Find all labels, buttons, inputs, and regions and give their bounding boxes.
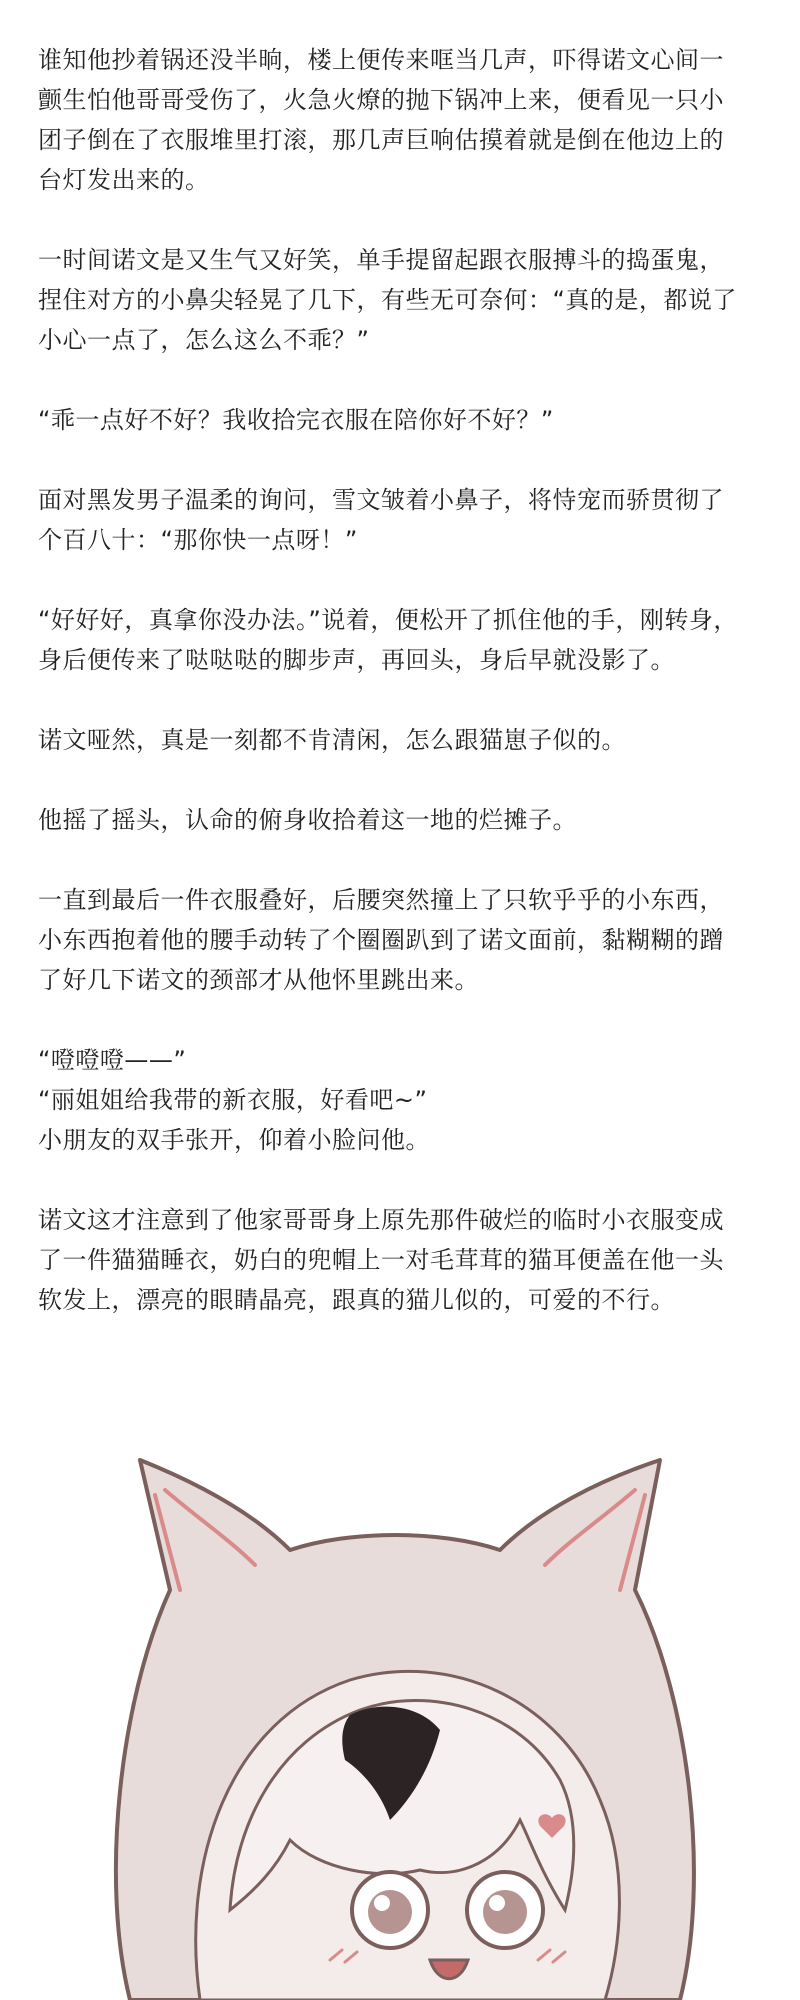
- right-pupil: [483, 1890, 527, 1934]
- article-body: [38, 40, 738, 1360]
- paragraph: 面对黑发男子温柔的询问，雪文皱着小鼻子，将恃宠而骄贯彻了个百八十：“那你快一点呀！”: [38, 486, 724, 554]
- paragraph: 他摇了摇头，认命的俯身收拾着这一地的烂摊子。: [38, 806, 577, 834]
- paragraph: 诺文这才注意到了他家哥哥身上原先那件破烂的临时小衣服变成了一件猫猫睡衣，奶白的兜帽上一对毛茸茸的猫耳便盖在他一头软发上，漂亮的眼睛晶亮，跟真的猫儿似的，可爱的不行。: [38, 1206, 724, 1314]
- chibi-cat-hood-illustration: [60, 1440, 740, 2000]
- paragraph: “好好好，真拿你没办法。”说着，便松开了抓住他的手，刚转身，身后便传来了哒哒哒的脚步声，再回头，身后早就没影了。: [38, 606, 738, 674]
- right-eye-shine: [489, 1895, 505, 1911]
- paragraph: 一直到最后一件衣服叠好，后腰突然撞上了只软乎乎的小东西，小东西抱着他的腰手动转了个圈圈趴到了诺文面前，黏糊糊的蹭了好几下诺文的颈部才从他怀里跳出来。: [38, 886, 724, 994]
- paragraph: 诺文哑然，真是一刻都不肯清闲，怎么跟猫崽子似的。: [38, 726, 626, 754]
- paragraph: “乖一点好不好？我收拾完衣服在陪你好不好？”: [38, 406, 554, 434]
- dialogue-line: “丽姐姐给我带的新衣服，好看吧~”: [38, 1086, 428, 1114]
- left-eye-shine: [374, 1895, 390, 1911]
- chibi-cat-hood-drawing: [60, 1440, 740, 2000]
- dialogue-line: “噔噔噔——”: [38, 1046, 187, 1074]
- paragraph: 谁知他抄着锅还没半晌，楼上便传来哐当几声，吓得诺文心间一颤生怕他哥哥受伤了，火急火燎的抛下锅冲上来，便看见一只小团子倒在了衣服堆里打滚，那几声巨响估摸着就是倒在他边上的台灯发出来的。: [38, 46, 724, 194]
- dialogue-line: 小朋友的双手张开，仰着小脸问他。: [38, 1126, 430, 1154]
- paragraph: 一时间诺文是又生气又好笑，单手提留起跟衣服搏斗的捣蛋鬼，捏住对方的小鼻尖轻晃了几下，有些无可奈何：“真的是，都说了小心一点了，怎么这么不乖？”: [38, 246, 737, 354]
- left-pupil: [368, 1890, 412, 1934]
- dialogue-block: [38, 1040, 738, 1160]
